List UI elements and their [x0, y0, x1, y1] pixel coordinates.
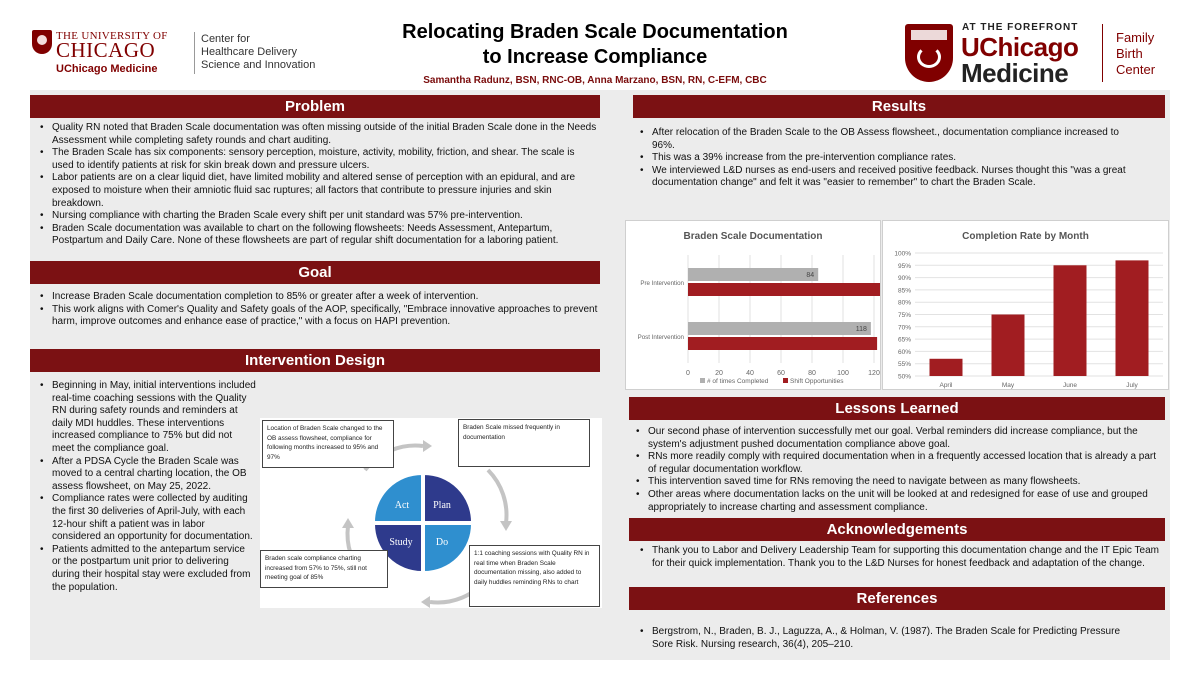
chart2-y-tick: 50% — [897, 373, 911, 381]
chart2-bar — [992, 315, 1025, 377]
chart2-x-tick: July — [1126, 382, 1138, 389]
logo-medicine-wordmark: Medicine — [961, 58, 1069, 88]
pdsa-note-plan: Braden Scale missed frequently in documentation — [458, 419, 590, 467]
chart1-x-tick: 100 — [837, 370, 849, 377]
fbc-line3: Center — [1116, 62, 1156, 77]
results-heading: Results — [633, 95, 1165, 118]
logo-divider-right — [1102, 24, 1103, 82]
pdsa-note-study: Braden scale compliance charting increased from 57% to 75%, still not meeting goal of 85% — [260, 550, 388, 588]
intervention-bullet: • Patients admitted to the antepartum service or the postpartum unit prior to delivering during their hospital stay were excluded from the population. — [36, 544, 256, 594]
pdsa-study-label: Study — [389, 537, 413, 548]
pdsa-plan-quadrant — [424, 474, 472, 522]
chart1-legend-swatch — [783, 378, 788, 383]
logo-university-text: THE UNIVERSITY OF — [56, 30, 168, 42]
chart2-bar — [1054, 265, 1087, 376]
chart1-x-tick: 20 — [715, 370, 723, 377]
problem-bullet: • Braden Scale documentation was available to chart on the following flowsheets: Needs Assessment, Antepartum, Postpartum and Daily Care. None of these flowsheets are part of regular shift documentation for a laboring patient. — [36, 223, 598, 248]
acknowledgements-heading: Acknowledgements — [629, 518, 1165, 541]
chart1-x-tick: 60 — [777, 370, 785, 377]
problem-list — [36, 122, 598, 248]
references-list — [636, 626, 1136, 651]
chart2-x-tick: April — [939, 382, 953, 389]
pdsa-act-quadrant — [374, 474, 422, 522]
chart1-x-tick: 40 — [746, 370, 754, 377]
pdsa-do-label: Do — [435, 537, 449, 548]
chart1-x-tick: 120 — [868, 370, 880, 377]
pdsa-act-label: Act — [394, 500, 410, 511]
results-bullet: • We interviewed L&D nurses as end-users and received positive feedback. Nurses thought this "was a great documentation change" and felt it was "easier to remember" to chart the Braden Scale. — [636, 165, 1126, 190]
cycle-arrowhead-bottom — [421, 596, 430, 608]
problem-heading: Problem — [30, 95, 600, 118]
chart1-bar — [688, 268, 818, 281]
cycle-arrow-right — [488, 470, 507, 523]
logo-forefront-text: AT THE FOREFRONT — [962, 22, 1079, 33]
lessons-heading: Lessons Learned — [629, 397, 1165, 420]
chart2-bar — [1116, 260, 1149, 376]
logo-uchicago-text: UChicago — [961, 32, 1079, 62]
goal-bullet: • Increase Braden Scale documentation completion to 85% or greater after a week of intervention. — [36, 291, 598, 304]
chart2-y-tick: 85% — [897, 287, 911, 295]
pdsa-diagram — [260, 418, 602, 608]
cycle-arrowhead-left — [342, 518, 354, 528]
problem-bullet: • Nursing compliance with charting the Braden Scale every shift per unit standard was 57% pre-intervention. — [36, 210, 598, 223]
chart2-x-tick: June — [1062, 382, 1078, 389]
title-line-1: Relocating Braden Scale Documentation — [402, 21, 788, 43]
intervention-list — [36, 380, 256, 594]
chart2-y-tick: 100% — [894, 250, 911, 258]
uchicago-center-logo — [32, 30, 316, 78]
acknowledgements-bullet: • Thank you to Labor and Delivery Leadership Team for supporting this documentation change and the IT Epic Team for their quick implementation. Thank you to the L&D Nurses for honest feedback and adaptation of the change. — [636, 545, 1164, 570]
results-list — [636, 127, 1126, 190]
chart1-legend-swatch — [700, 378, 705, 383]
poster-title — [340, 20, 850, 70]
chart2-y-tick: 75% — [897, 312, 911, 319]
braden-documentation-chart — [625, 220, 881, 390]
results-bullet: • After relocation of the Braden Scale to the OB Assess flowsheet., documentation compliance increased to 96%. — [636, 127, 1126, 152]
intervention-bullet: • Beginning in May, initial interventions included real-time coaching sessions with the Quality RN during safety rounds and reminders at daily MDI huddles. These interventions increased compliance to 75% but did not meet the compliance goal. — [36, 380, 256, 456]
goal-heading: Goal — [30, 261, 600, 284]
references-heading: References — [629, 587, 1165, 610]
fbc-line2: Birth — [1116, 46, 1143, 61]
logo-center-line2: Healthcare Delivery — [201, 46, 297, 58]
chart1-category-label: Pre Intervention — [640, 280, 684, 287]
chart1-legend-label: Shift Opportunities — [790, 378, 844, 385]
chart1-x-tick: 0 — [686, 370, 690, 377]
cycle-arrowhead-right — [500, 521, 512, 531]
goal-list — [36, 291, 598, 329]
logo-center-line3: Science and Innovation — [201, 59, 316, 71]
family-birth-center-text — [1116, 30, 1171, 78]
pdsa-plan-label: Plan — [433, 500, 451, 511]
logo-center-name — [201, 33, 321, 72]
problem-bullet: • The Braden Scale has six components: sensory perception, moisture, activity, mobility, friction, and shear. The scale is used to identify patients at risk for skin break down and pressure ulcers. — [36, 147, 598, 172]
uchicago-medicine-logo — [905, 20, 1167, 86]
chart2-y-tick: 55% — [897, 361, 911, 369]
authors: Samantha Radunz, BSN, RNC-OB, Anna Marzano, BSN, RN, C-EFM, CBC — [423, 75, 767, 86]
pdsa-do-quadrant — [424, 524, 472, 572]
pdsa-note-act: Location of Braden Scale changed to the OB assess flowsheet, compliance for following months increased to 95% and 97% — [262, 420, 394, 468]
chart1-data-label: 118 — [855, 326, 867, 333]
phoenix-shield-icon — [905, 24, 953, 82]
chart1-legend-label: # of times Completed — [707, 378, 769, 385]
lessons-bullet: • RNs more readily comply with required documentation when in a frequently accessed location that is already a part of regular documentation workflow. — [632, 451, 1162, 476]
chart2-svg — [883, 221, 1170, 391]
title-line-2: to Increase Compliance — [482, 46, 708, 68]
chart2-y-tick: 90% — [897, 275, 911, 283]
chart2-y-tick: 60% — [897, 348, 911, 356]
chart1-svg — [626, 221, 882, 391]
chart1-bar — [688, 283, 880, 296]
lessons-bullet: • Our second phase of intervention successfully met our goal. Verbal reminders did increase compliance, but the system's adjustment pushed documentation compliance above goal. — [632, 426, 1162, 451]
pdsa-note-do: 1:1 coaching sessions with Quality RN in real time when Braden Scale documentation missing, also added to daily huddles reminding RNs to chart — [469, 545, 600, 607]
lessons-bullet: • This intervention saved time for RNs removing the need to navigate between as many flowsheets. — [632, 476, 1162, 489]
intervention-bullet: • After a PDSA Cycle the Braden Scale was moved to a central charting location, the OB assess flowsheet, on May 25, 2022. — [36, 456, 256, 494]
chart1-x-tick: 80 — [808, 370, 816, 377]
problem-bullet: • Labor patients are on a clear liquid diet, have limited mobility and altered sense of perception with an epidural, and are exposed to moisture when their amniotic fluid sac ruptures; all factors that contribute to pressure injuries and skin breakdown. — [36, 172, 598, 210]
goal-bullet: • This work aligns with Comer's Quality and Safety goals of the AOP, specifically, "Embrace innovative approaches to prevent harm, improve outcomes and enhance ease of practice," with a focus on HAPI prevention. — [36, 304, 598, 329]
intervention-bullet: • Compliance rates were collected by auditing the first 30 deliveries of April-July, with each 12-hour shift a patient was in labor considered an opportunity for documentation. — [36, 493, 256, 543]
fbc-line1: Family — [1116, 30, 1155, 45]
university-shield-icon — [32, 30, 52, 54]
chart2-x-tick: May — [1001, 382, 1015, 389]
chart1-data-label: 84 — [806, 272, 815, 279]
reference-item: • Bergstrom, N., Braden, B. J., Laguzza, A., & Holman, V. (1987). The Braden Scale for Predicting Pressure Sore Risk. Nursing research, 36(4), 205–210. — [636, 626, 1136, 651]
logo-divider — [194, 32, 195, 74]
chart1-category-label: Post Intervention — [637, 334, 684, 341]
chart2-y-tick: 80% — [897, 299, 911, 307]
chart2-y-tick: 65% — [897, 336, 911, 344]
results-bullet: • This was a 39% increase from the pre-intervention compliance rates. — [636, 152, 1126, 165]
logo-chicago-text: CHICAGO — [56, 38, 156, 62]
title-block — [340, 20, 850, 86]
chart1-bar — [688, 337, 877, 350]
chart2-bar — [930, 359, 963, 376]
lessons-list — [632, 426, 1162, 514]
chart1-bar — [688, 322, 871, 335]
intervention-heading: Intervention Design — [30, 349, 600, 372]
cycle-arrowhead-top — [423, 440, 432, 452]
acknowledgements-list — [636, 545, 1164, 570]
logo-medicine-text: UChicago Medicine — [56, 63, 158, 75]
chart2-title: Completion Rate by Month — [962, 231, 1089, 242]
chart1-title: Braden Scale Documentation — [683, 231, 823, 242]
problem-bullet: • Quality RN noted that Braden Scale documentation was often missing outside of the initial Braden Scale done in the Needs Assessment while completing safety rounds and chart auditing. — [36, 122, 598, 147]
logo-center-line1: Center for — [201, 33, 250, 45]
chart2-y-tick: 95% — [897, 262, 911, 270]
chart2-y-tick: 70% — [897, 324, 911, 332]
lessons-bullet: • Other areas where documentation lacks on the unit will be looked at and redesigned for ease of use and grouped appropriately to increase charting and assessment compliance. — [632, 489, 1162, 514]
completion-rate-chart — [882, 220, 1169, 390]
